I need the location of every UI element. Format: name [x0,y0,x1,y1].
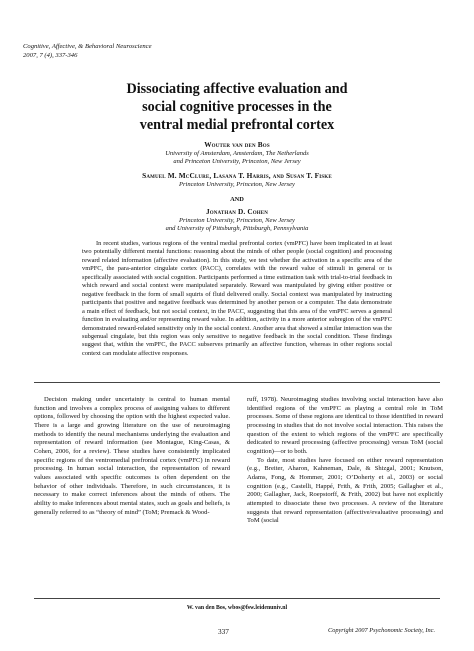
author-conjunction [0,196,474,205]
abstract [82,240,392,358]
body-paragraph: To date, most studies have focused on either reward representation (e.g., Breiter, Aharon, Kahneman, Dale, & Shizgal, 2001; Knutson, Adams, Fong, & Hommer, 2001; O’Doherty et al., 2003) or social cognition (e.g., Castelli, Happé, Frith, & Frith, 2005; Gallagher et al., 2000; Gallagher, Jack, Roepstorff, & Frith, 2002) but have not explicitly attempted to dissociate these two processes. A review of the literature suggests that reward representation (affective/evaluative processing) and ToM (social [247,456,443,525]
page-number: 337 [218,627,229,636]
footnote-divider [34,598,440,599]
author-name: Jonathan D. Cohen [205,207,269,216]
title-line-2: social cognitive processes in the [142,99,332,115]
author-affiliation: University of Amsterdam, Amsterdam, The Netherlands [165,149,309,157]
correspondence-footnote: W. van den Bos, wbos@fsw.leidenuniv.nl [186,605,288,611]
and-separator: AND [230,196,244,203]
author-name: Wouter van den Bos [204,140,270,149]
journal-volume: 2007, 7 (4), 337-346 [23,52,78,59]
journal-citation [23,42,152,60]
body-paragraph: ruff, 1978). Neuroimaging studies involving social interaction have also identified regions of the vmPFC as playing a central role in ToM processes. Some of these regions are identical to those identified in reward processing in studies that do not involve social interaction. This raises the question of the extent to which regions of the vmPFC are specifically dedicated to reward processing (affective processing) versus ToM (social cognition)—or to both. [247,396,443,455]
journal-name: Cognitive, Affective, & Behavioral Neuroscience [23,43,152,50]
paper-title [0,80,474,134]
abstract-divider [34,382,440,383]
title-line-3: ventral medial prefrontal cortex [139,117,335,133]
body-paragraph: Decision making under uncertainty is central to human mental function and involves a complex process of assigning values to different options, followed by choosing the option with the highest expected value. There is a large and growing literature on the use of neuroimaging methods to identify the neural mechanisms underlying the evaluation and representation of reward information (see Montague, King-Casas, & Cohen, 2006, for a review). These studies have consistently implicated specific regions of the ventromedial prefrontal cortex (vmPFC) in reward processing. In human social interaction, the representation of reward values associated with specific outcomes is often dependent on the behavior of other individuals. Therefore, in such circumstances, it is necessary to make correct inferences about the minds of others. The ability to make inferences about mental states, such as goals and beliefs, is generally referred to as “theory of mind” (ToM; Premack & Wood- [34,396,230,516]
author-affiliation: Princeton University, Princeton, New Jersey [179,216,295,224]
author-block-1 [0,141,474,167]
body-column-left [34,396,230,517]
abstract-text: In recent studies, various regions of the ventral medial prefrontal cortex (vmPFC) have been implicated in at least two potentially different mental functions: reasoning about the minds of other people (social cognition) and processing reward related information (affective evaluation). In this study, we test whether the activation in a specific area of the vmPFC, the para-anterior cingulate cortex (PACC), correlates with the reward value of stimuli in general or is specifically associated with social cognition. Participants performed a time estimation task with trial-to-trial feedback in which reward and social context were manipulated separately. Reward was manipulated by giving either positive or negative feedback in the form of small squirts of fluid delivered orally. Social context was manipulated by instructing participants that positive and negative feedback was determined by another person or a computer. The data demonstrate a main effect of feedback, but not social context, in the PACC, suggesting that this area of the vmPFC serves a general function in evaluating and/or representing reward value. In addition, activity in a more anterior subregion of the vmPFC demonstrated reward-related sensitivity only in the social context. Another area that showed a similar interaction was the subgenual cingulate, but this region was only sensitive to negative feedback in the social condition. These findings suggest that, within the vmPFC, the PACC subserves primarily an affective function, whereas in other regions social context can modulate affective responses. [82,240,392,357]
body-column-right [247,396,443,526]
author-affiliation: and University of Pittsburgh, Pittsburgh, Pennsylvania [165,225,309,233]
copyright-notice: Copyright 2007 Psychonomic Society, Inc. [328,627,436,634]
author-affiliation: Princeton University, Princeton, New Jersey [179,180,295,188]
title-line-1: Dissociating affective evaluation and [126,81,348,97]
author-block-2 [0,172,474,189]
author-affiliation: and Princeton University, Princeton, New Jersey [173,158,301,166]
author-names: Samuel M. McClure, Lasana T. Harris, and Susan T. Fiske [142,171,332,180]
author-block-3 [0,208,474,234]
